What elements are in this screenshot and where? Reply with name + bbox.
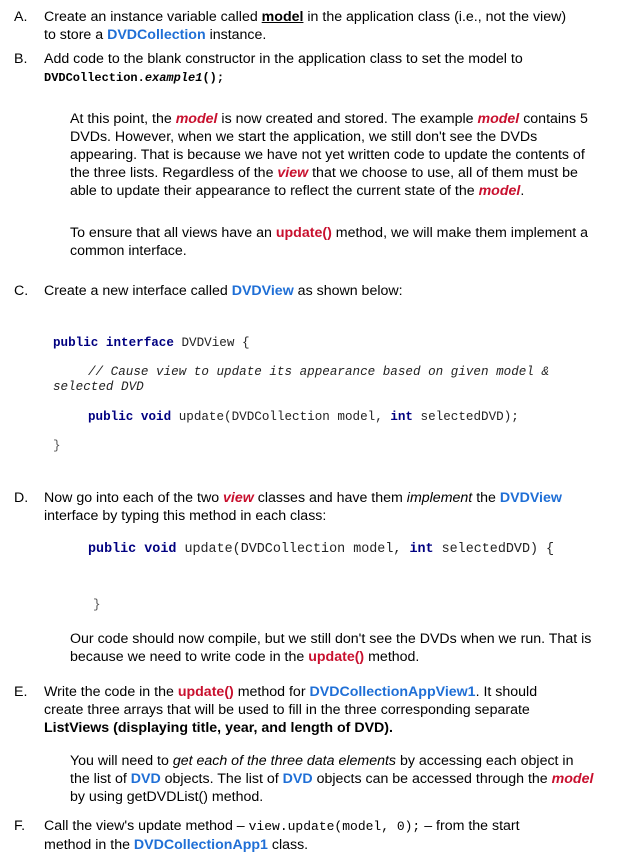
- step-a: [14, 8, 604, 44]
- step-b-code: DVDCollection.example1();: [44, 71, 225, 85]
- paragraph-model-explanation: At this point, the model is now created and stored. The example model contains 5 DVDs. However, when we start the application, we still don't see the DVDs appearing. That is because we have not yet written code to update the contents of the three lists. Regardless of the view that we choose to use, all of them must be able to update their appearance to reflect the current state of the model.: [70, 111, 588, 199]
- step-a-line-2: to store a DVDCollection instance.: [44, 27, 267, 43]
- step-b-line-1: Add code to the blank constructor in the application class to set the model to: [44, 51, 523, 67]
- code-interface-close: }: [53, 439, 61, 453]
- paragraph-compile-note: Our code should now compile, but we still don't see the DVDs when we run. That is because we need to write code in the update() method.: [70, 631, 592, 665]
- step-e: E. Write the code in the update() method for DVDCollectionAppView1. It should create three arrays that will be used to fill in the three corresponding separate ListViews (displaying title, year, and length of DVD).: [14, 684, 538, 736]
- step-c: C. Create a new interface called DVDView as shown below:: [14, 283, 403, 299]
- step-letter: C.: [14, 283, 29, 299]
- class-name: DVDCollectionApp1: [133, 837, 268, 853]
- step-letter: F.: [14, 818, 26, 834]
- code-update-method: public void update(DVDCollection model, int selectedDVD) {: [88, 542, 555, 557]
- class-name: DVDCollection: [107, 27, 206, 43]
- code-update-close: }: [93, 598, 101, 612]
- code-method-signature: public void update(DVDCollection model, int selectedDVD);: [88, 410, 519, 424]
- code-comment-line-2: selected DVD: [53, 380, 144, 394]
- step-b: [14, 50, 604, 87]
- paragraph-update-interface: To ensure that all views have an update() method, we will make them implement a common interface.: [70, 225, 589, 259]
- class-name: DVDView: [231, 283, 294, 299]
- step-letter: E.: [14, 684, 28, 700]
- code-interface-header: public interface DVDView {: [53, 336, 250, 350]
- class-name: DVDView: [499, 490, 562, 506]
- step-d: D. Now go into each of the two view classes and have them implement the DVDView interface by typing this method in each class:: [14, 490, 562, 524]
- step-f: F. Call the view's update method – view.update(model, 0); – from the start method in the DVDCollectionApp1 class.: [14, 818, 520, 853]
- step-a-line-1: Create an instance variable called model in the application class (i.e., not the view): [44, 9, 567, 25]
- step-letter: B.: [14, 51, 28, 67]
- step-letter: D.: [14, 490, 29, 506]
- code-comment-line-1: // Cause view to update its appearance based on given model &: [88, 365, 550, 379]
- class-name: DVDCollectionAppView1: [309, 684, 476, 700]
- paragraph-data-elements: You will need to get each of the three data elements by accessing each object in the list of DVD objects. The list of DVD objects can be accessed through the model by using getDVDList() method.: [70, 753, 594, 805]
- model-term: model: [261, 9, 304, 25]
- step-letter: A.: [14, 9, 28, 25]
